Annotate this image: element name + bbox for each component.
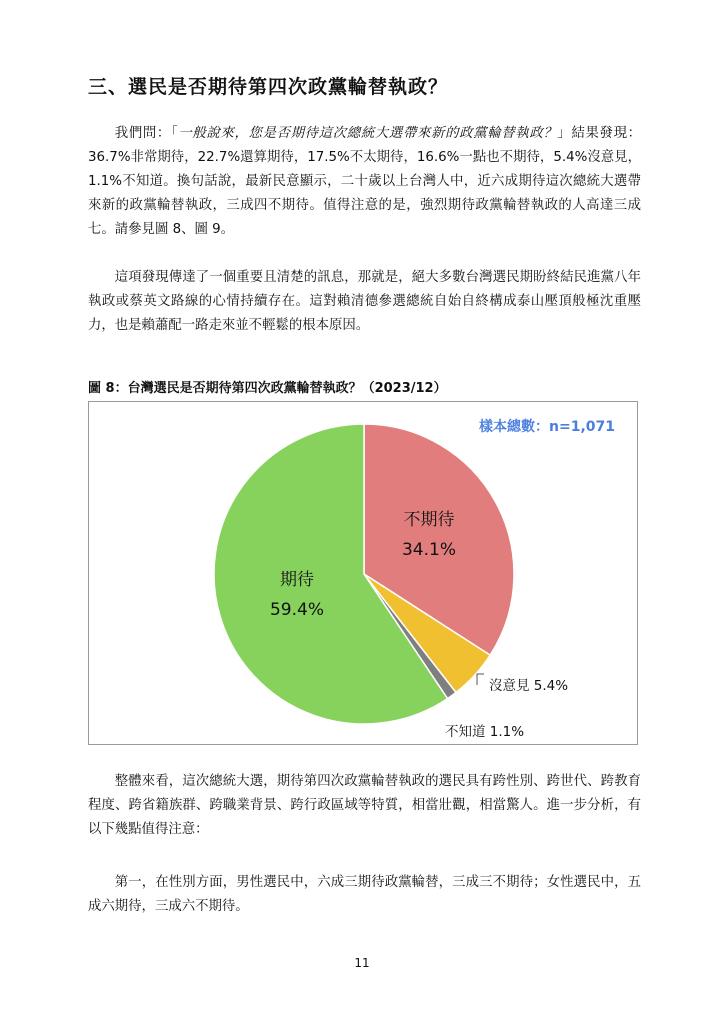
label-no-opinion: 沒意見 5.4% bbox=[489, 678, 569, 694]
pie-chart-frame bbox=[88, 401, 638, 745]
page-number: 11 bbox=[354, 956, 370, 970]
label-dont-know: 不知道 1.1% bbox=[445, 724, 525, 740]
leader-line-no-opinion bbox=[477, 674, 484, 685]
paragraph-message: 這項發現傳達了一個重要且清楚的訊息，那就是，絕大多數台灣選民期盼終結民進黨八年執政或蔡英文路線的心情持續存在。這對賴清德參選總統自始自終構成泰山壓頂般極沈重壓力，也是賴蕭配一路走來並不輕鬆的根本原因。 bbox=[88, 270, 641, 333]
section-heading: 三、選民是否期待第四次政黨輪替執政？ bbox=[88, 76, 449, 98]
slice-name: 期待 bbox=[280, 570, 314, 590]
slice-label-expect bbox=[257, 565, 337, 625]
slice-label-not-expect bbox=[389, 505, 469, 565]
sample-size-note: 樣本總數：n=1,071 bbox=[479, 419, 615, 435]
paragraph-gender: 第一，在性別方面，男性選民中，六成三期待政黨輪替，三成三不期待；女性選民中，五成六期待，三成六不期待。 bbox=[88, 875, 641, 914]
slice-value: 59.4% bbox=[269, 600, 324, 620]
paragraph-survey-result bbox=[88, 122, 641, 242]
question-lead: 我們問：「 bbox=[114, 126, 179, 141]
slice-name: 不期待 bbox=[403, 510, 455, 530]
paragraph-overall: 整體來看，這次總統大選，期待第四次政黨輪替執政的選民具有跨性別、跨世代、跨教育程度、跨省籍族群、跨職業背景、跨行政區域等特質，相當壯觀，相當驚人。進一步分析，有以下幾點值得注意： bbox=[88, 774, 641, 837]
figure-caption: 圖 8：台灣選民是否期待第四次政黨輪替執政？（2023/12） bbox=[88, 381, 447, 396]
survey-question: 一般說來，您是否期待這次總統大選帶來新的政黨輪替執政？ bbox=[178, 126, 558, 141]
result-text: 」結果發現：36.7%非常期待，22.7%還算期待，17.5%不太期待，16.6%一點也不期待，5.4%沒意見，1.1%不知道。換句話說，最新民意顯示，二十歲以上台灣人中，近六成期待這次總統大選帶來新的政黨輪替執政，三成四不期待。值得注意的是，強烈期待政黨輪替執政的人高達三成七。請參見圖 8、圖 9。 bbox=[88, 126, 641, 237]
pie-chart bbox=[89, 402, 639, 746]
slice-value: 34.1% bbox=[401, 540, 456, 560]
